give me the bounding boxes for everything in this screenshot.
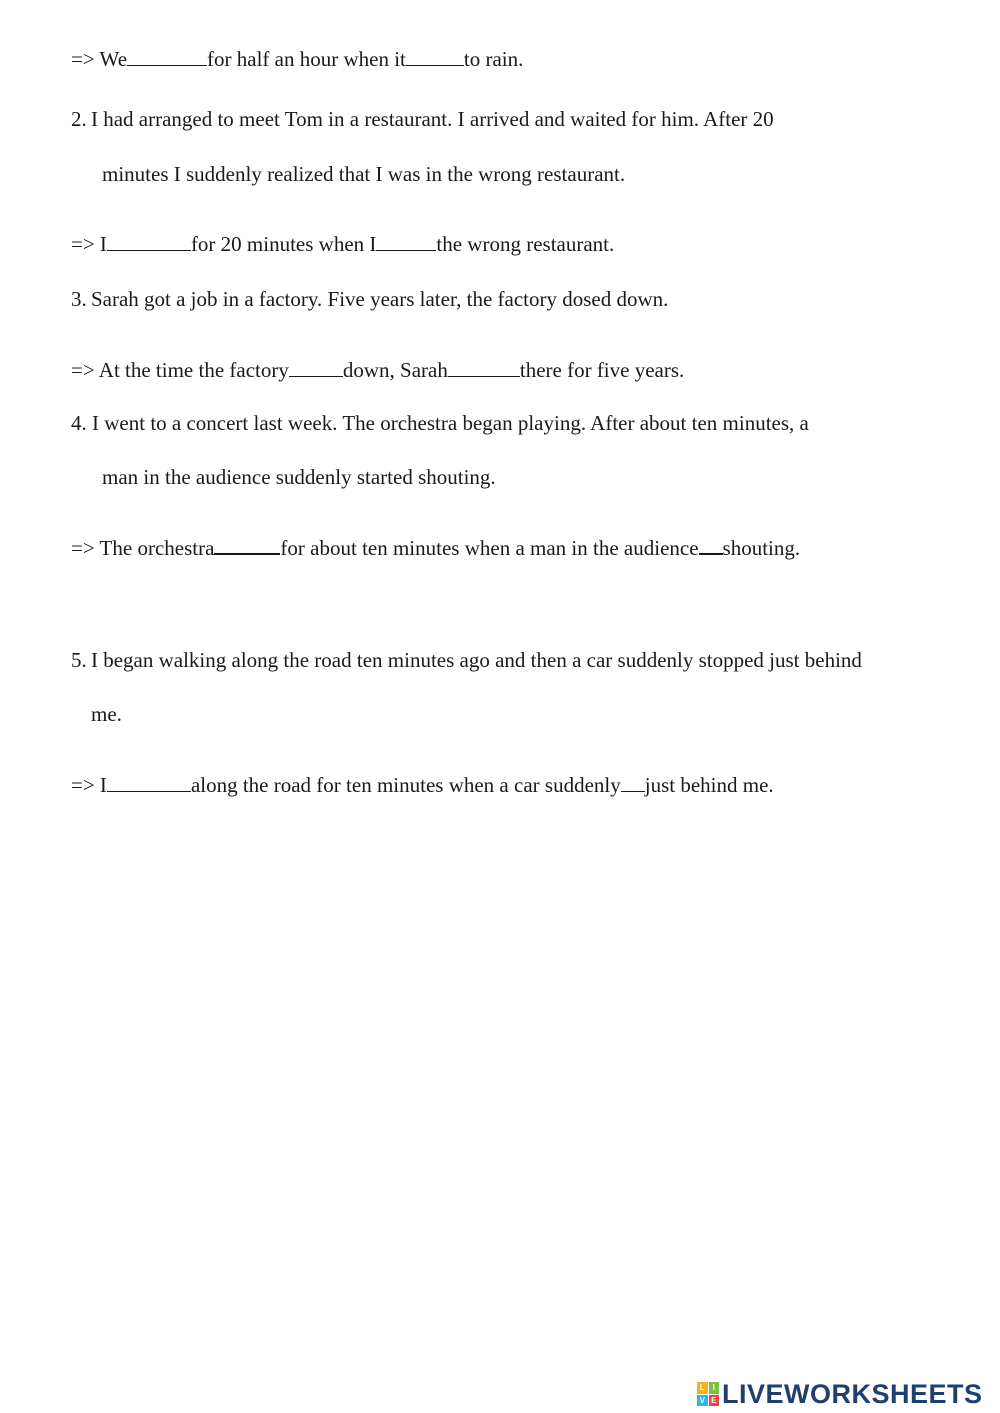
answer-line-1 bbox=[71, 46, 523, 72]
logo-mark-letter: V bbox=[697, 1395, 708, 1407]
blank-field[interactable] bbox=[699, 535, 723, 555]
answer-text: for 20 minutes when I bbox=[190, 232, 377, 256]
question-4-line-1: 4. I went to a concert last week. The orchestra began playing. After about ten minutes, a bbox=[71, 411, 809, 435]
blank-field[interactable] bbox=[376, 232, 436, 251]
blank-field[interactable] bbox=[107, 232, 191, 251]
answer-text: for about ten minutes when a man in the audience bbox=[280, 536, 699, 560]
answer-text: => I bbox=[71, 232, 107, 256]
answer-text: for half an hour when it bbox=[207, 47, 406, 71]
answer-text: just behind me. bbox=[644, 773, 774, 797]
question-2-line-2: minutes I suddenly realized that I was in the wrong restaurant. bbox=[102, 162, 626, 186]
logo-mark-icon bbox=[697, 1382, 719, 1406]
logo-mark-letter: I bbox=[709, 1382, 720, 1394]
blank-field[interactable] bbox=[127, 47, 207, 66]
answer-text: along the road for ten minutes when a car suddenly bbox=[190, 773, 621, 797]
answer-text: shouting. bbox=[722, 536, 801, 560]
logo-mark-letter: L bbox=[697, 1382, 708, 1394]
answer-text: => We bbox=[71, 47, 128, 71]
blank-field[interactable] bbox=[107, 773, 191, 792]
question-5-line-1: 5. I began walking along the road ten minutes ago and then a car suddenly stopped just behind bbox=[71, 648, 862, 672]
question-4-line-2: man in the audience suddenly started shouting. bbox=[102, 465, 496, 489]
blank-field[interactable] bbox=[214, 535, 280, 555]
answer-line-5 bbox=[71, 772, 774, 798]
logo-text: LIVEWORKSHEETS bbox=[722, 1378, 983, 1409]
answer-text: there for five years. bbox=[519, 358, 685, 382]
question-3-line-1: 3. Sarah got a job in a factory. Five years later, the factory dosed down. bbox=[71, 287, 669, 311]
logo-mark-letter: E bbox=[709, 1395, 720, 1407]
answer-line-2 bbox=[71, 231, 614, 257]
blank-field[interactable] bbox=[289, 358, 343, 377]
blank-field[interactable] bbox=[448, 358, 520, 377]
answer-text: down, Sarah bbox=[342, 358, 448, 382]
blank-field[interactable] bbox=[621, 773, 645, 792]
answer-text: => At the time the factory bbox=[71, 358, 289, 382]
answer-text: => I bbox=[71, 773, 107, 797]
answer-line-4 bbox=[71, 535, 800, 561]
question-5-line-2: me. bbox=[91, 702, 122, 726]
answer-text: the wrong restaurant. bbox=[436, 232, 615, 256]
answer-line-3 bbox=[71, 357, 684, 383]
blank-field[interactable] bbox=[406, 47, 464, 66]
liveworksheets-logo bbox=[697, 1378, 983, 1410]
question-2-line-1: 2. I had arranged to meet Tom in a restaurant. I arrived and waited for him. After 20 bbox=[71, 107, 774, 131]
answer-text: to rain. bbox=[463, 47, 524, 71]
answer-text: => The orchestra bbox=[71, 536, 215, 560]
